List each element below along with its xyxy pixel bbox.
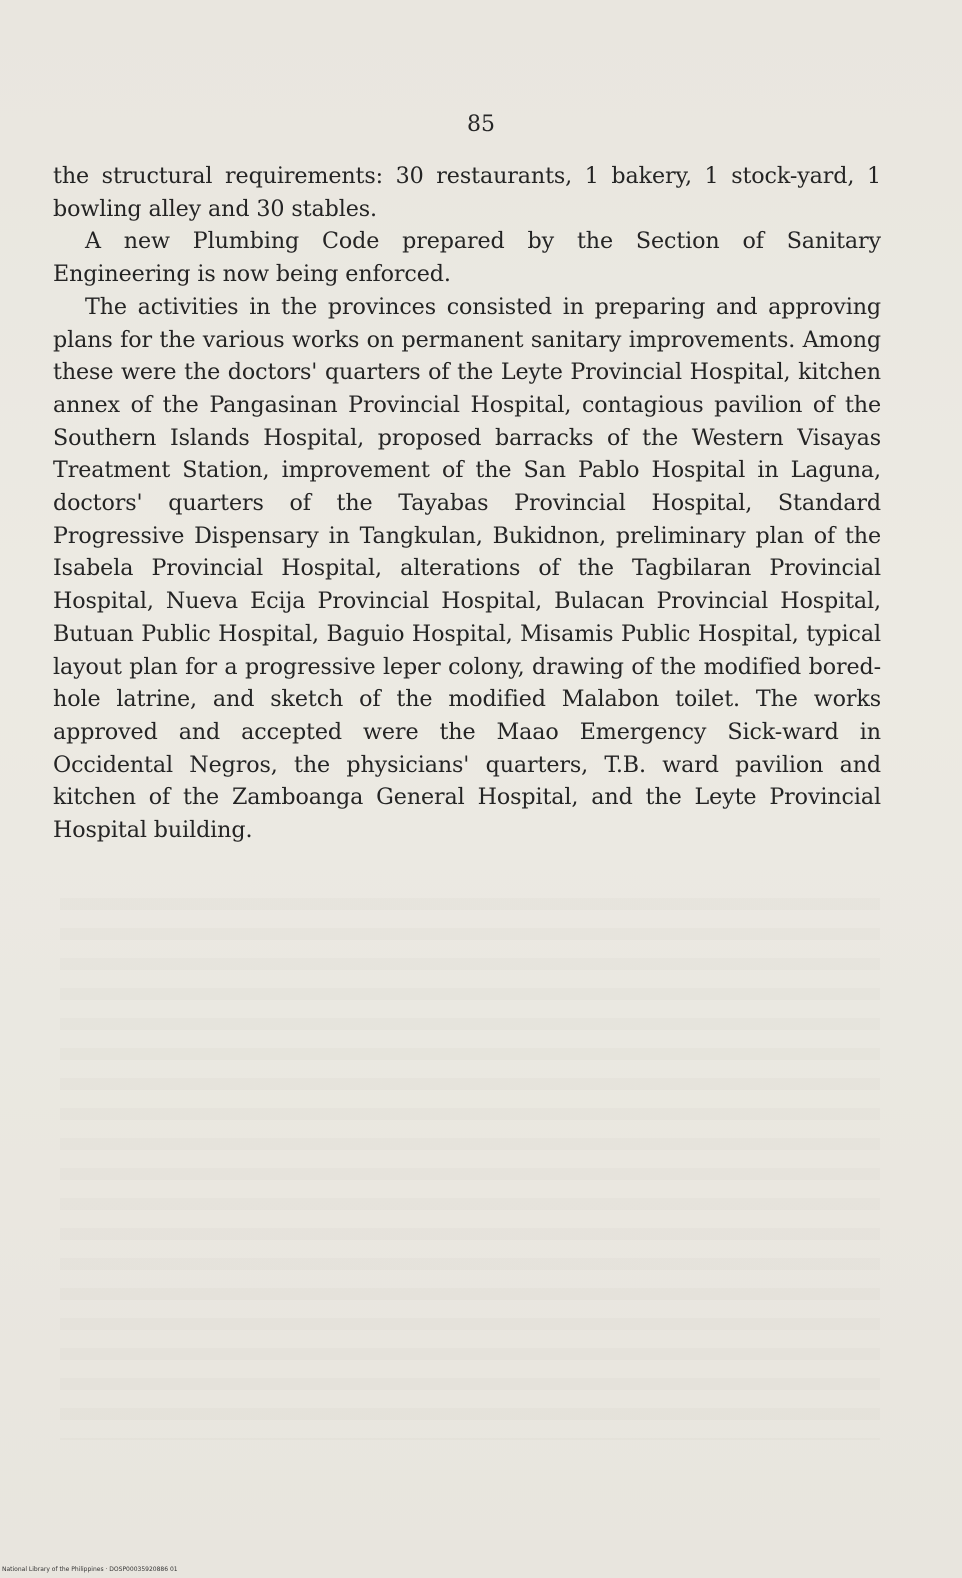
paragraph-3: The activities in the provinces consisted in preparing and approving plans for the various works on permanent sanitary improvements. Among these were the doctors' quarters of the Leyte Provincial Hospital, kitchen annex of the Pangasinan Provincial Hospital, contagious pavilion of the Southern Islands Hospital, proposed barracks of the Western Visayas Treatment Station, improvement of the San Pablo Hospital in Laguna, doctors' quarters of the Tayabas Provincial Hospital, Standard Progressive Dispensary in Tangkulan, Bukidnon, preliminary plan of the Isabela Provincial Hospital, alterations of the Tagbilaran Provincial Hospital, Nueva Ecija Provincial Hospital, Bulacan Provincial Hospital, Butuan Public Hospital, Baguio Hospital, Misamis Public Hospital, typical layout plan for a progressive leper colony, drawing of the modified bored-hole latrine, and sketch of the modified Malabon toilet. The works approved and accepted were the Maao Emergency Sick-ward in Occidental Negros, the physicians' quarters, T.B. ward pavilion and kitchen of the Zamboanga General Hospital, and the Leyte Provincial Hospital building. [53, 293, 881, 844]
page-number: 85 [467, 112, 495, 137]
paragraph-1: the structural requirements: 30 restaurants, 1 bakery, 1 stock-yard, 1 bowling alley and 30 stables. [53, 163, 881, 222]
show-through-texture [60, 880, 880, 1440]
body-text [53, 160, 881, 847]
paragraph-2: A new Plumbing Code prepared by the Section of Sanitary Engineering is now being enforced. [53, 228, 881, 288]
scan-credit: National Library of the Philippines · DOSP00035920886 01 [2, 1566, 178, 1573]
